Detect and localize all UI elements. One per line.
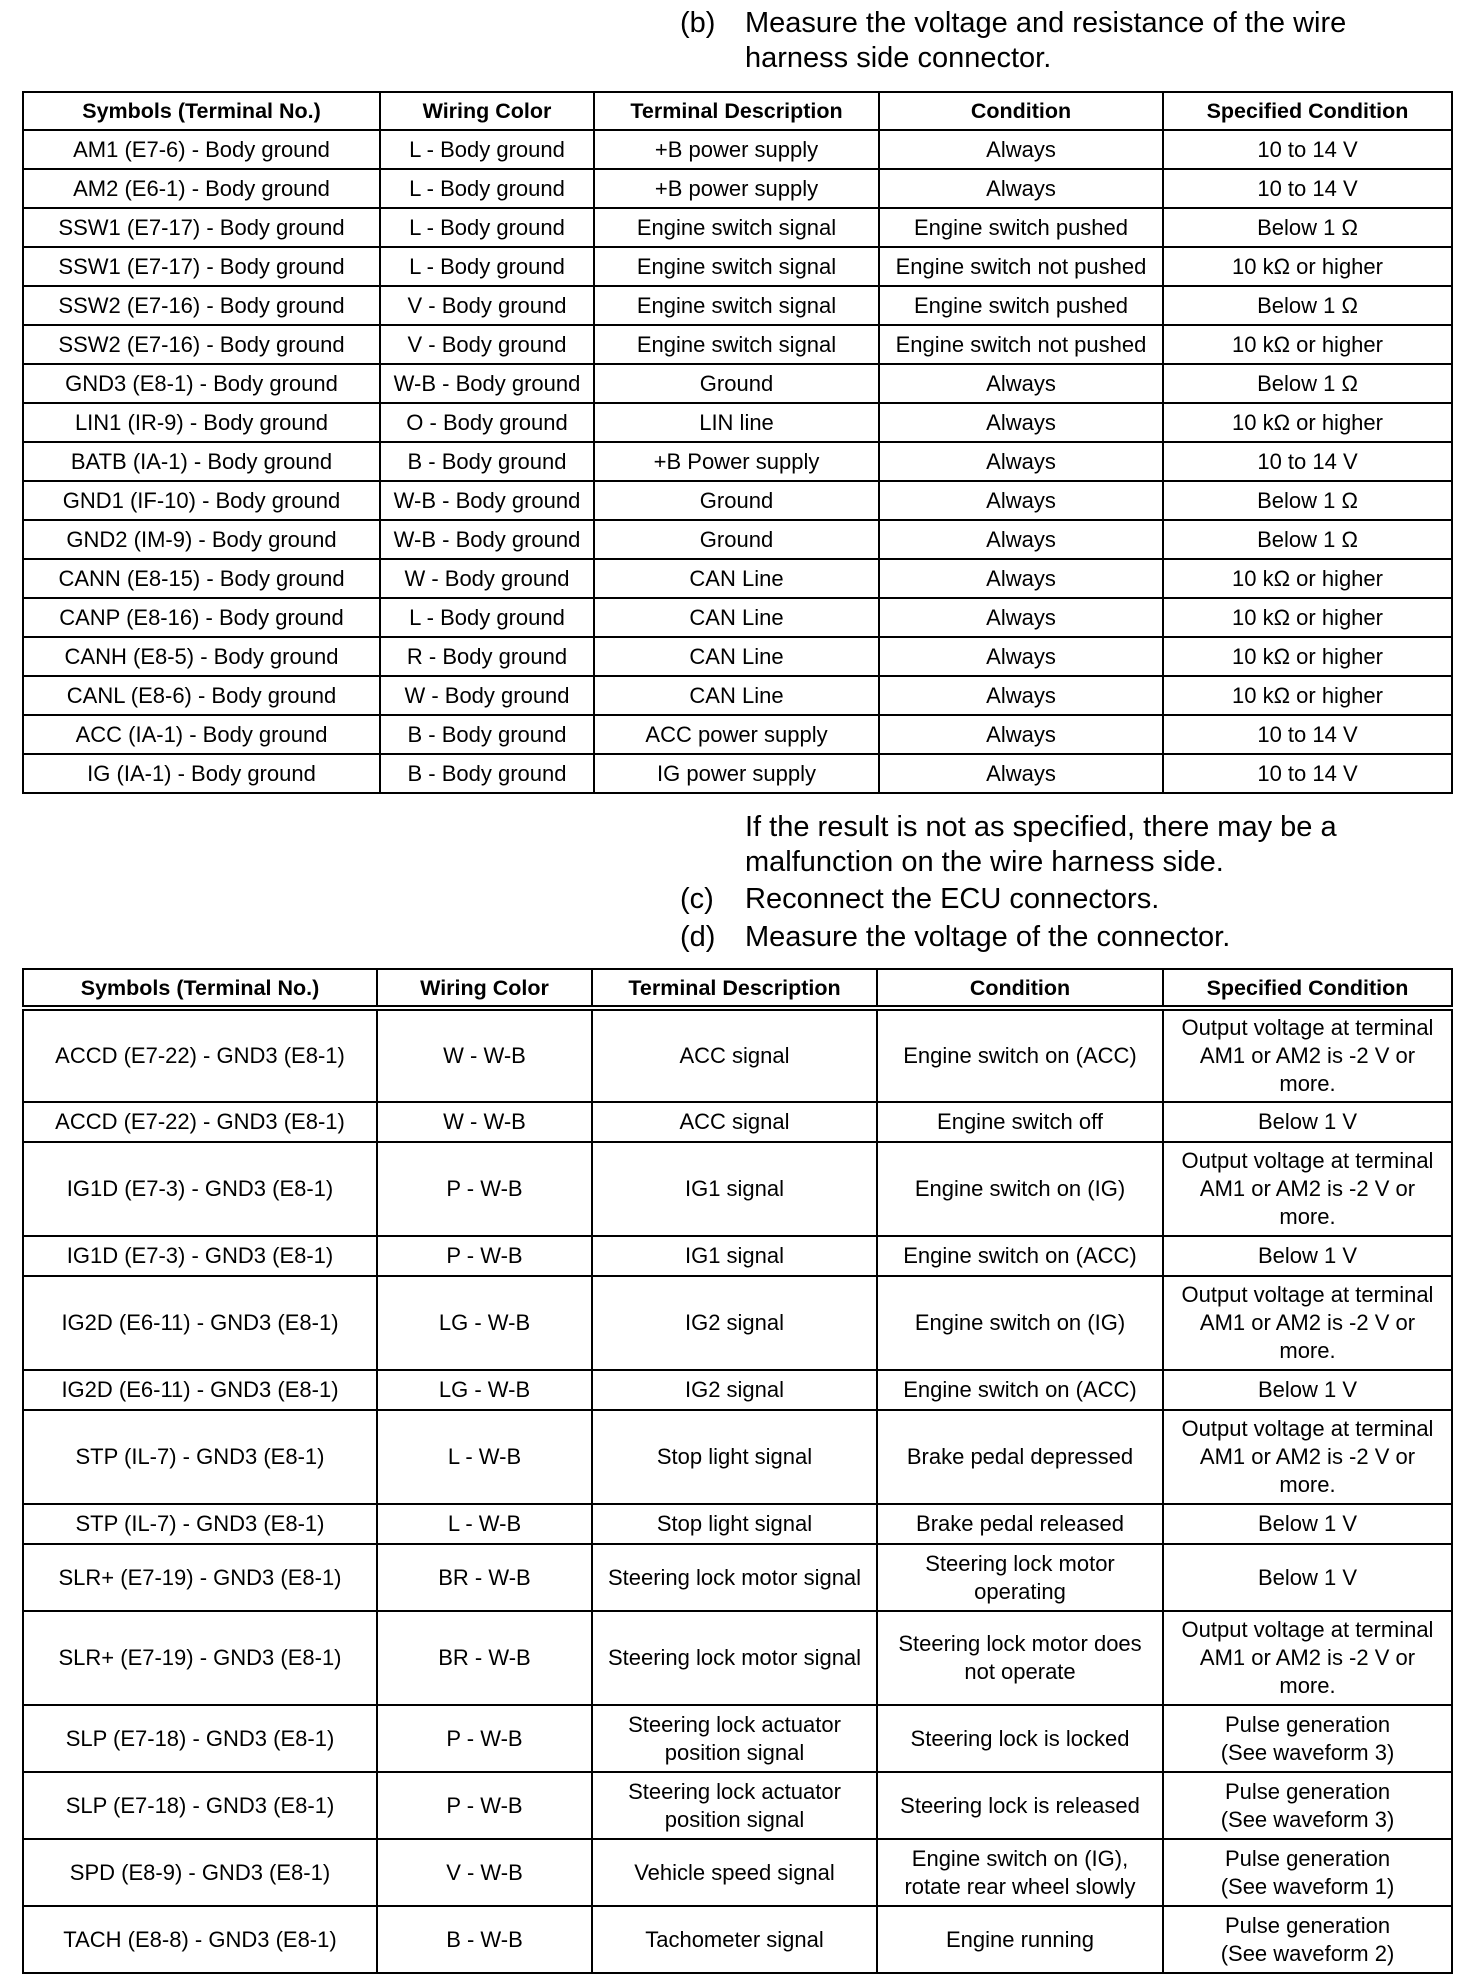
- terminal-description-cell: Steering lock motor signal: [592, 1611, 877, 1705]
- terminal-description-cell: IG1 signal: [592, 1236, 877, 1276]
- condition-cell: Steering lock motor operating: [877, 1544, 1163, 1611]
- terminal-description-cell: Engine switch signal: [594, 247, 879, 286]
- condition-cell: Brake pedal depressed: [877, 1410, 1163, 1504]
- wiring-color-cell: B - W-B: [377, 1906, 592, 1973]
- terminal-description-cell: CAN Line: [594, 676, 879, 715]
- specified-condition-cell: 10 to 14 V: [1163, 754, 1452, 793]
- table-row: [23, 1772, 1452, 1839]
- wiring-color-cell: W-B - Body ground: [380, 364, 594, 403]
- column-header-specified-condition: Specified Condition: [1163, 969, 1452, 1008]
- wiring-color-cell: W - W-B: [377, 1102, 592, 1142]
- terminal-description-cell: Stop light signal: [592, 1504, 877, 1544]
- table-row: [23, 208, 1452, 247]
- symbol-cell: SLR+ (E7-19) - GND3 (E8-1): [23, 1611, 377, 1705]
- specified-condition-cell: 10 kΩ or higher: [1163, 676, 1452, 715]
- condition-cell: Engine switch not pushed: [879, 247, 1163, 286]
- specified-condition-cell: 10 kΩ or higher: [1163, 559, 1452, 598]
- symbol-cell: IG1D (E7-3) - GND3 (E8-1): [23, 1142, 377, 1236]
- table-row: [23, 403, 1452, 442]
- specified-condition-cell: Output voltage at terminal AM1 or AM2 is -2 V or more.: [1163, 1611, 1452, 1705]
- wiring-color-cell: BR - W-B: [377, 1544, 592, 1611]
- table-row: [23, 247, 1452, 286]
- specified-condition-cell: 10 kΩ or higher: [1163, 403, 1452, 442]
- condition-cell: Always: [879, 598, 1163, 637]
- table-row: [23, 598, 1452, 637]
- column-header-wiring-color: Wiring Color: [380, 92, 594, 130]
- symbol-cell: SLP (E7-18) - GND3 (E8-1): [23, 1705, 377, 1772]
- specified-condition-cell: Output voltage at terminal AM1 or AM2 is -2 V or more.: [1163, 1276, 1452, 1370]
- table-row: [23, 1102, 1452, 1142]
- condition-cell: Always: [879, 754, 1163, 793]
- table-row: [23, 637, 1452, 676]
- condition-cell: Always: [879, 676, 1163, 715]
- table-row: [23, 1370, 1452, 1410]
- specified-condition-cell: Below 1 Ω: [1163, 286, 1452, 325]
- table-row: [23, 1008, 1452, 1102]
- specified-condition-cell: 10 to 14 V: [1163, 130, 1452, 169]
- column-header-wiring-color: Wiring Color: [377, 969, 592, 1008]
- wiring-color-cell: P - W-B: [377, 1236, 592, 1276]
- terminal-description-cell: ACC signal: [592, 1008, 877, 1102]
- condition-cell: Engine running: [877, 1906, 1163, 1973]
- condition-cell: Always: [879, 403, 1163, 442]
- wiring-color-cell: L - Body ground: [380, 169, 594, 208]
- table-row: [23, 1906, 1452, 1973]
- symbol-cell: CANP (E8-16) - Body ground: [23, 598, 380, 637]
- table-row: [23, 676, 1452, 715]
- condition-cell: Engine switch on (ACC): [877, 1008, 1163, 1102]
- table-row: [23, 1544, 1452, 1611]
- step-c-text: Reconnect the ECU connectors.: [745, 883, 1160, 915]
- table-row: [23, 1504, 1452, 1544]
- table-row: [23, 1705, 1452, 1772]
- condition-cell: Always: [879, 637, 1163, 676]
- symbol-cell: STP (IL-7) - GND3 (E8-1): [23, 1410, 377, 1504]
- specified-condition-cell: 10 kΩ or higher: [1163, 637, 1452, 676]
- terminal-description-cell: IG2 signal: [592, 1370, 877, 1410]
- symbol-cell: CANL (E8-6) - Body ground: [23, 676, 380, 715]
- condition-cell: Engine switch on (IG): [877, 1276, 1163, 1370]
- wiring-color-cell: P - W-B: [377, 1705, 592, 1772]
- symbol-cell: LIN1 (IR-9) - Body ground: [23, 403, 380, 442]
- symbol-cell: IG2D (E6-11) - GND3 (E8-1): [23, 1370, 377, 1410]
- wiring-color-cell: W - Body ground: [380, 559, 594, 598]
- symbol-cell: SSW1 (E7-17) - Body ground: [23, 208, 380, 247]
- terminal-description-cell: ACC power supply: [594, 715, 879, 754]
- symbol-cell: CANH (E8-5) - Body ground: [23, 637, 380, 676]
- step-d-label: (d): [680, 921, 716, 953]
- symbol-cell: CANN (E8-15) - Body ground: [23, 559, 380, 598]
- specified-condition-cell: Output voltage at terminal AM1 or AM2 is -2 V or more.: [1163, 1142, 1452, 1236]
- specified-condition-cell: 10 to 14 V: [1163, 715, 1452, 754]
- specified-condition-cell: Below 1 V: [1163, 1102, 1452, 1142]
- symbol-cell: IG1D (E7-3) - GND3 (E8-1): [23, 1236, 377, 1276]
- step-d: [680, 920, 1420, 955]
- condition-cell: Always: [879, 442, 1163, 481]
- symbol-cell: ACCD (E7-22) - GND3 (E8-1): [23, 1008, 377, 1102]
- table-row: [23, 130, 1452, 169]
- column-header-condition: Condition: [879, 92, 1163, 130]
- condition-cell: Steering lock motor does not operate: [877, 1611, 1163, 1705]
- specified-condition-cell: Pulse generation (See waveform 1): [1163, 1839, 1452, 1906]
- wiring-color-cell: V - Body ground: [380, 286, 594, 325]
- terminal-description-cell: ACC signal: [592, 1102, 877, 1142]
- symbol-cell: GND2 (IM-9) - Body ground: [23, 520, 380, 559]
- condition-cell: Always: [879, 481, 1163, 520]
- wiring-color-cell: L - W-B: [377, 1504, 592, 1544]
- wiring-color-cell: O - Body ground: [380, 403, 594, 442]
- table-row: [23, 715, 1452, 754]
- table-row: [23, 286, 1452, 325]
- specified-condition-cell: 10 kΩ or higher: [1163, 247, 1452, 286]
- wiring-color-cell: V - W-B: [377, 1839, 592, 1906]
- symbol-cell: SSW1 (E7-17) - Body ground: [23, 247, 380, 286]
- wiring-color-cell: P - W-B: [377, 1142, 592, 1236]
- column-header-specified-condition: Specified Condition: [1163, 92, 1452, 130]
- specified-condition-cell: 10 to 14 V: [1163, 169, 1452, 208]
- column-header-terminal-description: Terminal Description: [592, 969, 877, 1008]
- condition-cell: Brake pedal released: [877, 1504, 1163, 1544]
- terminal-description-cell: CAN Line: [594, 559, 879, 598]
- wiring-color-cell: L - Body ground: [380, 208, 594, 247]
- terminal-description-cell: Vehicle speed signal: [592, 1839, 877, 1906]
- wiring-color-cell: W - Body ground: [380, 676, 594, 715]
- column-header-symbol: Symbols (Terminal No.): [23, 969, 377, 1008]
- symbol-cell: IG2D (E6-11) - GND3 (E8-1): [23, 1276, 377, 1370]
- table-row: [23, 1410, 1452, 1504]
- condition-cell: Always: [879, 169, 1163, 208]
- table-row: [23, 1611, 1452, 1705]
- symbol-cell: SPD (E8-9) - GND3 (E8-1): [23, 1839, 377, 1906]
- table-row: [23, 1236, 1452, 1276]
- step-b-text: Measure the voltage and resistance of the wire harness side connector.: [745, 7, 1347, 74]
- table-header-row: [23, 92, 1452, 130]
- symbol-cell: SLR+ (E7-19) - GND3 (E8-1): [23, 1544, 377, 1611]
- terminal-description-cell: IG1 signal: [592, 1142, 877, 1236]
- resistance-voltage-table: [22, 91, 1453, 794]
- specified-condition-cell: Below 1 V: [1163, 1370, 1452, 1410]
- table-row: [23, 442, 1452, 481]
- connector-voltage-table: [22, 968, 1453, 1974]
- terminal-description-cell: Ground: [594, 520, 879, 559]
- table-row: [23, 1276, 1452, 1370]
- symbol-cell: BATB (IA-1) - Body ground: [23, 442, 380, 481]
- terminal-description-cell: CAN Line: [594, 598, 879, 637]
- condition-cell: Always: [879, 364, 1163, 403]
- note-text: If the result is not as specified, there may be a malfunction on the wire harness side.: [745, 811, 1337, 878]
- symbol-cell: STP (IL-7) - GND3 (E8-1): [23, 1504, 377, 1544]
- wiring-color-cell: W - W-B: [377, 1008, 592, 1102]
- step-b: [680, 6, 1420, 76]
- condition-cell: Engine switch off: [877, 1102, 1163, 1142]
- condition-cell: Engine switch on (ACC): [877, 1236, 1163, 1276]
- specified-condition-cell: Below 1 Ω: [1163, 481, 1452, 520]
- symbol-cell: GND1 (IF-10) - Body ground: [23, 481, 380, 520]
- terminal-description-cell: Steering lock actuator position signal: [592, 1772, 877, 1839]
- specified-condition-cell: Below 1 V: [1163, 1236, 1452, 1276]
- terminal-description-cell: Engine switch signal: [594, 325, 879, 364]
- condition-cell: Always: [879, 715, 1163, 754]
- condition-cell: Always: [879, 520, 1163, 559]
- wiring-color-cell: W-B - Body ground: [380, 481, 594, 520]
- table-row: [23, 520, 1452, 559]
- table-row: [23, 1839, 1452, 1906]
- specified-condition-cell: Below 1 Ω: [1163, 208, 1452, 247]
- wiring-color-cell: B - Body ground: [380, 715, 594, 754]
- table-row: [23, 364, 1452, 403]
- specified-condition-cell: Below 1 Ω: [1163, 364, 1452, 403]
- wiring-color-cell: P - W-B: [377, 1772, 592, 1839]
- condition-cell: Engine switch on (ACC): [877, 1370, 1163, 1410]
- specified-condition-cell: 10 kΩ or higher: [1163, 325, 1452, 364]
- wiring-color-cell: B - Body ground: [380, 754, 594, 793]
- symbol-cell: TACH (E8-8) - GND3 (E8-1): [23, 1906, 377, 1973]
- specified-condition-cell: Output voltage at terminal AM1 or AM2 is -2 V or more.: [1163, 1008, 1452, 1102]
- wiring-color-cell: BR - W-B: [377, 1611, 592, 1705]
- specified-condition-cell: Pulse generation (See waveform 3): [1163, 1772, 1452, 1839]
- symbol-cell: SLP (E7-18) - GND3 (E8-1): [23, 1772, 377, 1839]
- condition-cell: Always: [879, 559, 1163, 598]
- wiring-color-cell: L - Body ground: [380, 598, 594, 637]
- symbol-cell: AM2 (E6-1) - Body ground: [23, 169, 380, 208]
- table-row: [23, 169, 1452, 208]
- terminal-description-cell: Tachometer signal: [592, 1906, 877, 1973]
- specified-condition-cell: Below 1 Ω: [1163, 520, 1452, 559]
- step-c-label: (c): [680, 883, 714, 915]
- specified-condition-cell: 10 to 14 V: [1163, 442, 1452, 481]
- terminal-description-cell: IG power supply: [594, 754, 879, 793]
- terminal-description-cell: Stop light signal: [592, 1410, 877, 1504]
- column-header-condition: Condition: [877, 969, 1163, 1008]
- wiring-color-cell: W-B - Body ground: [380, 520, 594, 559]
- terminal-description-cell: Steering lock actuator position signal: [592, 1705, 877, 1772]
- symbol-cell: SSW2 (E7-16) - Body ground: [23, 325, 380, 364]
- terminal-description-cell: +B power supply: [594, 130, 879, 169]
- terminal-description-cell: +B Power supply: [594, 442, 879, 481]
- terminal-description-cell: Ground: [594, 481, 879, 520]
- symbol-cell: IG (IA-1) - Body ground: [23, 754, 380, 793]
- symbol-cell: ACCD (E7-22) - GND3 (E8-1): [23, 1102, 377, 1142]
- wiring-color-cell: LG - W-B: [377, 1276, 592, 1370]
- condition-cell: Engine switch not pushed: [879, 325, 1163, 364]
- step-d-text: Measure the voltage of the connector.: [745, 921, 1231, 953]
- specified-condition-cell: Pulse generation (See waveform 2): [1163, 1906, 1452, 1973]
- table-row: [23, 325, 1452, 364]
- specified-condition-cell: Output voltage at terminal AM1 or AM2 is -2 V or more.: [1163, 1410, 1452, 1504]
- specified-condition-cell: 10 kΩ or higher: [1163, 598, 1452, 637]
- wiring-color-cell: R - Body ground: [380, 637, 594, 676]
- condition-cell: Steering lock is locked: [877, 1705, 1163, 1772]
- terminal-description-cell: IG2 signal: [592, 1276, 877, 1370]
- specified-condition-cell: Pulse generation (See waveform 3): [1163, 1705, 1452, 1772]
- symbol-cell: GND3 (E8-1) - Body ground: [23, 364, 380, 403]
- wiring-color-cell: L - Body ground: [380, 247, 594, 286]
- specified-condition-cell: Below 1 V: [1163, 1544, 1452, 1611]
- step-b-label: (b): [680, 7, 716, 39]
- table-row: [23, 1142, 1452, 1236]
- terminal-description-cell: LIN line: [594, 403, 879, 442]
- condition-cell: Engine switch pushed: [879, 286, 1163, 325]
- table-row: [23, 754, 1452, 793]
- condition-cell: Steering lock is released: [877, 1772, 1163, 1839]
- terminal-description-cell: Engine switch signal: [594, 208, 879, 247]
- table-row: [23, 559, 1452, 598]
- symbol-cell: AM1 (E7-6) - Body ground: [23, 130, 380, 169]
- condition-cell: Engine switch on (IG), rotate rear wheel slowly: [877, 1839, 1163, 1906]
- wiring-color-cell: V - Body ground: [380, 325, 594, 364]
- wiring-color-cell: LG - W-B: [377, 1370, 592, 1410]
- symbol-cell: SSW2 (E7-16) - Body ground: [23, 286, 380, 325]
- terminal-description-cell: Engine switch signal: [594, 286, 879, 325]
- table-header-row: [23, 969, 1452, 1008]
- terminal-description-cell: Steering lock motor signal: [592, 1544, 877, 1611]
- step-c: [680, 882, 1420, 917]
- wiring-color-cell: B - Body ground: [380, 442, 594, 481]
- specified-condition-cell: Below 1 V: [1163, 1504, 1452, 1544]
- symbol-cell: ACC (IA-1) - Body ground: [23, 715, 380, 754]
- terminal-description-cell: CAN Line: [594, 637, 879, 676]
- wiring-color-cell: L - W-B: [377, 1410, 592, 1504]
- condition-cell: Engine switch on (IG): [877, 1142, 1163, 1236]
- column-header-terminal-description: Terminal Description: [594, 92, 879, 130]
- terminal-description-cell: +B power supply: [594, 169, 879, 208]
- condition-cell: Always: [879, 130, 1163, 169]
- terminal-description-cell: Ground: [594, 364, 879, 403]
- wiring-color-cell: L - Body ground: [380, 130, 594, 169]
- column-header-symbol: Symbols (Terminal No.): [23, 92, 380, 130]
- condition-cell: Engine switch pushed: [879, 208, 1163, 247]
- table-row: [23, 481, 1452, 520]
